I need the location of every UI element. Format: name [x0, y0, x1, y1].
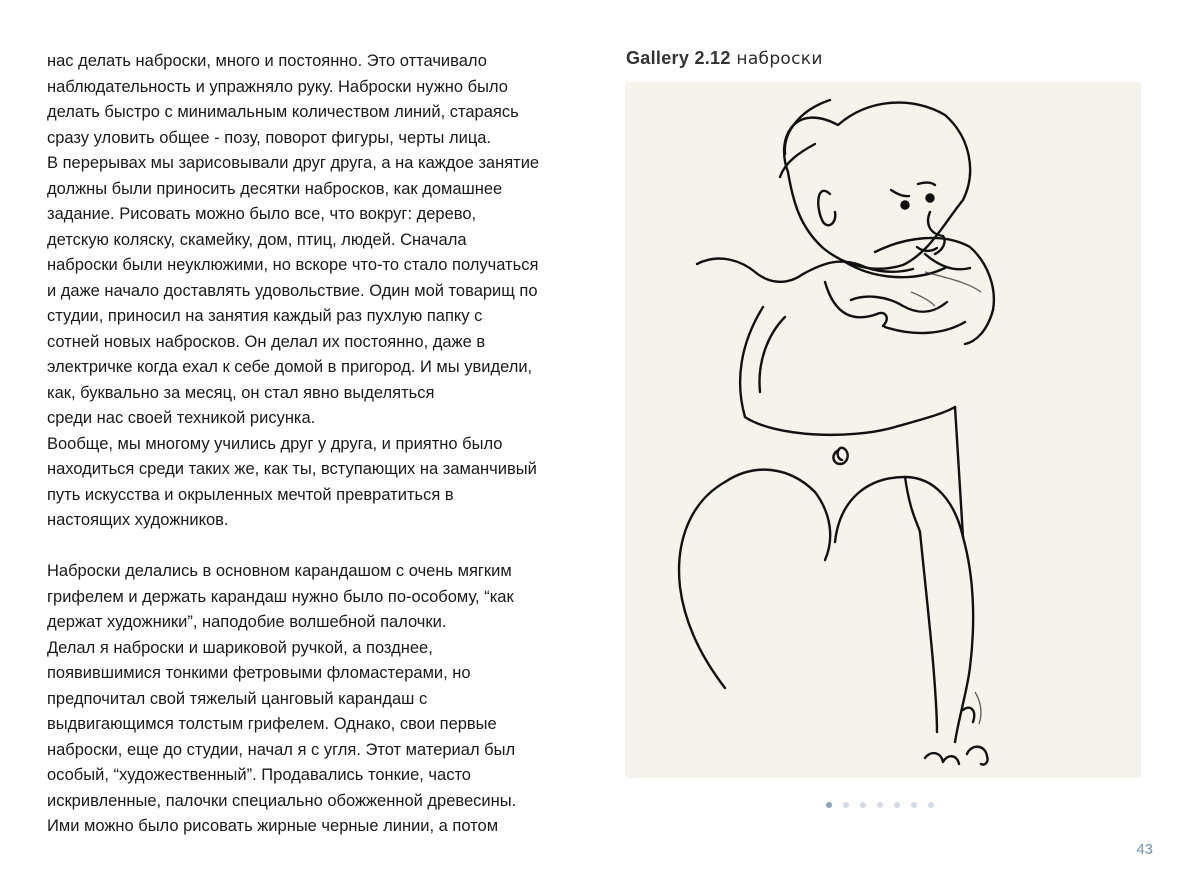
- text-line: искривленные, палочки специально обожженной древесины.: [47, 791, 517, 810]
- text-line: детскую коляску, скамейку, дом, птиц, людей. Сначала: [47, 230, 467, 249]
- text-line: наблюдательность и упражняло руку. Наброски нужно было: [47, 77, 508, 96]
- text-line: нас делать наброски, много и постоянно. Это оттачивало: [47, 52, 487, 70]
- pager-dot-2[interactable]: [843, 802, 849, 808]
- gallery-image-sketch[interactable]: [625, 82, 1141, 778]
- pager-dot-5[interactable]: [894, 802, 900, 808]
- baby-sketch-drawing: [625, 82, 1141, 778]
- gallery-pager: [826, 802, 934, 808]
- pager-dot-1[interactable]: [826, 802, 832, 808]
- text-line: выдвигающимся толстым грифелем. Однако, свои первые: [47, 715, 497, 733]
- pager-dot-3[interactable]: [860, 802, 866, 808]
- text-line: настоящих художников.: [47, 511, 229, 529]
- text-line: путь искусства и окрыленных мечтой превратиться в: [47, 485, 454, 504]
- text-line: Наброски делались в основном карандашом с очень мягким: [47, 562, 512, 580]
- paragraph-1: [47, 49, 602, 534]
- pager-dot-7[interactable]: [928, 802, 934, 808]
- page-number: 43: [1136, 841, 1153, 858]
- text-line: делать быстро с минимальным количеством линий, стараясь: [47, 103, 519, 121]
- text-line: наброски были неуклюжими, но вскоре что-то стало получаться: [47, 256, 539, 274]
- gallery-caption-title: наброски: [736, 49, 823, 69]
- text-line: появившимися тонкими фетровыми фломастерами, но: [47, 664, 471, 682]
- text-line: студии, приносил на занятия каждый раз пухлую папку с: [47, 307, 483, 325]
- text-line: как, буквально за месяц, он стал явно выделяться: [47, 383, 435, 402]
- text-line: сотней новых набросков. Он делал их постоянно, даже в: [47, 332, 486, 351]
- paragraph-2: [47, 559, 602, 840]
- pager-dot-6[interactable]: [911, 802, 917, 808]
- gallery-caption-prefix: Gallery 2.12: [626, 48, 731, 68]
- text-line: Ими можно было рисовать жирные черные линии, а потом: [47, 817, 499, 835]
- text-line: должны были приносить десятки набросков, как домашнее: [47, 179, 503, 198]
- text-line: электричке когда ехал к себе домой в пригород. И мы увидели,: [47, 358, 533, 376]
- pager-dot-4[interactable]: [877, 802, 883, 808]
- text-line: особый, “художественный”. Продавались тонкие, часто: [47, 766, 471, 784]
- text-line: держат художники”, наподобие волшебной палочки.: [47, 613, 447, 631]
- text-line: Вообще, мы многому учились друг у друга, и приятно было: [47, 434, 503, 453]
- text-line: Делал я наброски и шариковой ручкой, а позднее,: [47, 638, 433, 657]
- text-line: В перерывах мы зарисовывали друг друга, а на каждое занятие: [47, 154, 540, 172]
- text-line: находиться среди таких же, как ты, вступающих на заманчивый: [47, 460, 537, 478]
- text-line: сразу уловить общее - позу, поворот фигуры, черты лица.: [47, 128, 492, 147]
- text-line: наброски, еще до студии, начал я с угля. Этот материал был: [47, 740, 516, 759]
- text-line: задание. Рисовать можно было все, что вокруг: дерево,: [47, 205, 477, 223]
- paragraph-gap: [47, 534, 602, 560]
- text-line: среди нас своей техникой рисунка.: [47, 409, 316, 427]
- text-line: и даже начало доставлять удовольствие. Один мой товарищ по: [47, 281, 538, 300]
- gallery-caption: [626, 48, 823, 69]
- text-line: предпочитал свой тяжелый цанговый карандаш с: [47, 689, 428, 708]
- body-text: [47, 49, 602, 840]
- text-line: грифелем и держать карандаш нужно было по-особому, “как: [47, 587, 514, 606]
